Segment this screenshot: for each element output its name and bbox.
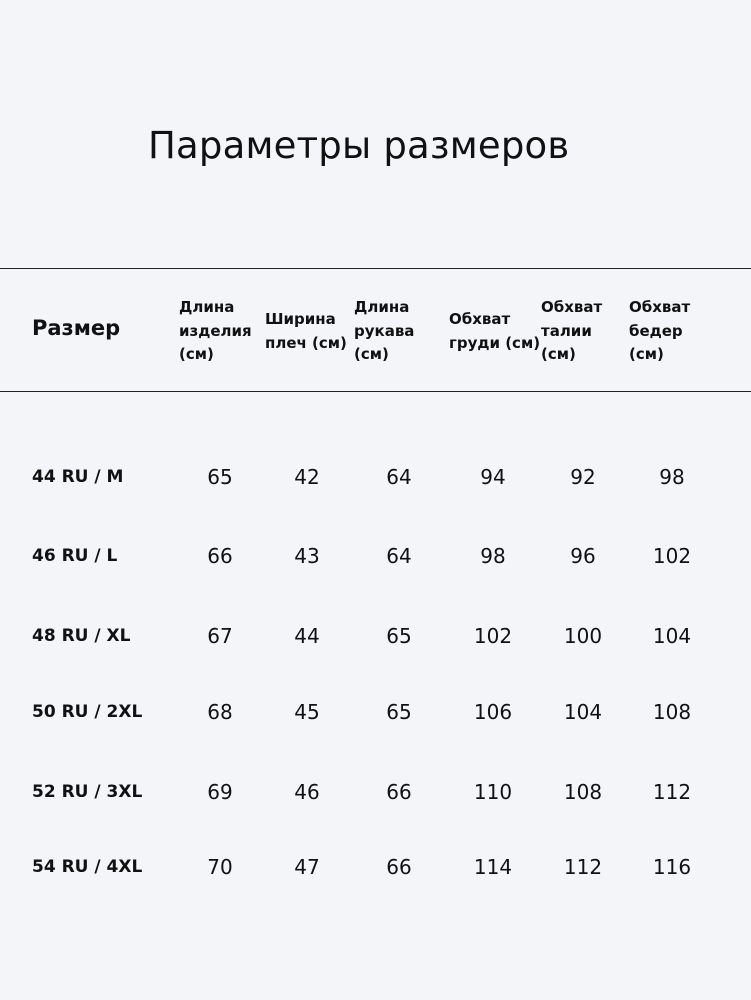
cell-sleeve-length: 66 (386, 780, 412, 804)
header-top-divider (0, 268, 751, 269)
column-header-size: Размер (32, 316, 121, 340)
cell-waist: 108 (563, 780, 603, 804)
column-header-length: Длина изделия (см) (179, 298, 252, 363)
cell-hips: 104 (652, 624, 692, 648)
cell-length: 70 (207, 855, 233, 879)
cell-hips: 98 (659, 465, 685, 489)
table-row (0, 852, 751, 882)
cell-hips: 116 (652, 855, 692, 879)
column-header-shoulder-width: Ширина плеч (см) (265, 310, 347, 352)
cell-length: 67 (207, 624, 233, 648)
cell-shoulder-width: 44 (294, 624, 320, 648)
cell-sleeve-length: 64 (386, 465, 412, 489)
cell-waist: 92 (570, 465, 596, 489)
cell-shoulder-width: 45 (294, 700, 320, 724)
table-row (0, 541, 751, 571)
cell-length: 66 (207, 544, 233, 568)
cell-sleeve-length: 64 (386, 544, 412, 568)
table-row (0, 777, 751, 807)
cell-hips: 112 (652, 780, 692, 804)
cell-shoulder-width: 43 (294, 544, 320, 568)
cell-waist: 112 (563, 855, 603, 879)
cell-sleeve-length: 66 (386, 855, 412, 879)
cell-sleeve-length: 65 (386, 624, 412, 648)
cell-shoulder-width: 46 (294, 780, 320, 804)
cell-hips: 102 (652, 544, 692, 568)
cell-shoulder-width: 42 (294, 465, 320, 489)
table-row (0, 621, 751, 651)
cell-shoulder-width: 47 (294, 855, 320, 879)
table-row (0, 697, 751, 727)
size-label: 52 RU / 3XL (32, 782, 143, 802)
column-header-hips: Обхват бедер (см) (629, 298, 691, 363)
cell-chest: 110 (473, 780, 513, 804)
cell-length: 69 (207, 780, 233, 804)
column-header-chest: Обхват груди (см) (449, 310, 541, 352)
cell-waist: 104 (563, 700, 603, 724)
cell-length: 68 (207, 700, 233, 724)
header-bottom-divider (0, 391, 751, 392)
cell-hips: 108 (652, 700, 692, 724)
cell-chest: 98 (480, 544, 506, 568)
size-label: 54 RU / 4XL (32, 857, 143, 877)
page-title: Параметры размеров (148, 124, 570, 167)
cell-length: 65 (207, 465, 233, 489)
size-label: 48 RU / XL (32, 626, 131, 646)
column-header-waist: Обхват талии (см) (541, 298, 603, 363)
cell-chest: 106 (473, 700, 513, 724)
cell-chest: 94 (480, 465, 506, 489)
column-header-sleeve-length: Длина рукава (см) (354, 298, 415, 363)
cell-waist: 96 (570, 544, 596, 568)
cell-waist: 100 (563, 624, 603, 648)
cell-chest: 114 (473, 855, 513, 879)
size-label: 44 RU / M (32, 467, 124, 487)
table-row (0, 462, 751, 492)
size-label: 46 RU / L (32, 546, 118, 566)
size-label: 50 RU / 2XL (32, 702, 143, 722)
cell-sleeve-length: 65 (386, 700, 412, 724)
cell-chest: 102 (473, 624, 513, 648)
